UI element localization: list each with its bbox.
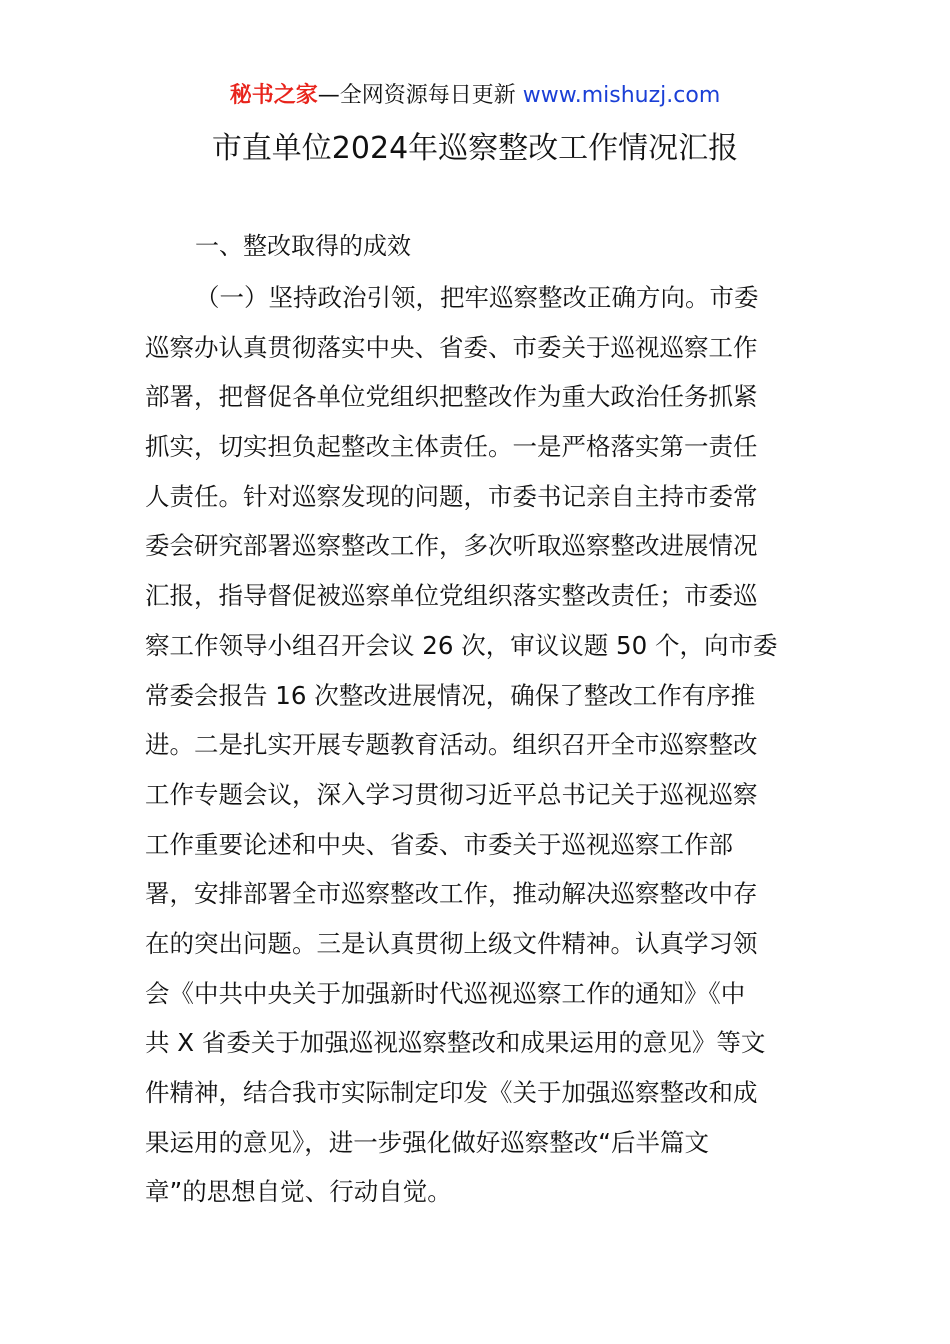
paragraph-line: 抓实，切实担负起整改主体责任。一是严格落实第一责任 bbox=[145, 432, 758, 462]
paragraph-line: 人责任。针对巡察发现的问题，市委书记亲自主持市委常 bbox=[145, 481, 758, 511]
paragraph-line: 件精神，结合我市实际制定印发《关于加强巡察整改和成 bbox=[145, 1078, 758, 1107]
site-tagline: —全网资源每日更新 bbox=[317, 83, 516, 108]
paragraph-line: 署，安排部署全市巡察整改工作，推动解决巡察整改中存 bbox=[145, 879, 758, 909]
paragraph-line: 汇报，指导督促被巡察单位党组织落实整改责任；市委巡 bbox=[145, 581, 758, 611]
paragraph-line: 巡察办认真贯彻落实中央、省委、市委关于巡视巡察工作 bbox=[145, 332, 758, 362]
document-title: 市直单位2024年巡察整改工作情况汇报 bbox=[211, 131, 739, 166]
paragraph-line: 委会研究部署巡察整改工作，多次听取巡察整改进展情况 bbox=[145, 531, 758, 561]
site-header bbox=[0, 80, 950, 112]
paragraph-line: 察工作领导小组召开会议 26 次，审议议题 50 个，向市委 bbox=[145, 630, 778, 660]
paragraph-line: 进。二是扎实开展专题教育活动。组织召开全市巡察整改 bbox=[145, 730, 758, 760]
paragraph-line: 果运用的意见》，进一步强化做好巡察整改“后半篇文 bbox=[145, 1127, 709, 1157]
paragraph-line: （一）坚持政治引领，把牢巡察整改正确方向。市委 bbox=[195, 283, 759, 312]
site-url-link[interactable]: www.mishuzj.com bbox=[522, 83, 721, 108]
site-name: 秘书之家 bbox=[229, 83, 318, 108]
paragraph-line: 在的突出问题。三是认真贯彻上级文件精神。认真学习领 bbox=[145, 928, 758, 958]
paragraph-line: 部署，把督促各单位党组织把整改作为重大政治任务抓紧 bbox=[145, 382, 758, 412]
paragraph-line: 工作重要论述和中央、省委、市委关于巡视巡察工作部 bbox=[145, 829, 733, 859]
paragraph bbox=[145, 280, 810, 1224]
paragraph-line: 常委会报告 16 次整改进展情况，确保了整改工作有序推 bbox=[145, 680, 756, 710]
section-heading: 一、整改取得的成效 bbox=[195, 232, 411, 260]
paragraph-line: 工作专题会议，深入学习贯彻习近平总书记关于巡视巡察 bbox=[145, 779, 758, 809]
paragraph-line: 会《中共中央关于加强新时代巡视巡察工作的通知》《中 bbox=[145, 978, 746, 1008]
paragraph-line: 章”的思想自觉、行动自觉。 bbox=[145, 1177, 452, 1207]
paragraph-line: 共 X 省委关于加强巡视巡察整改和成果运用的意见》等文 bbox=[145, 1028, 766, 1058]
